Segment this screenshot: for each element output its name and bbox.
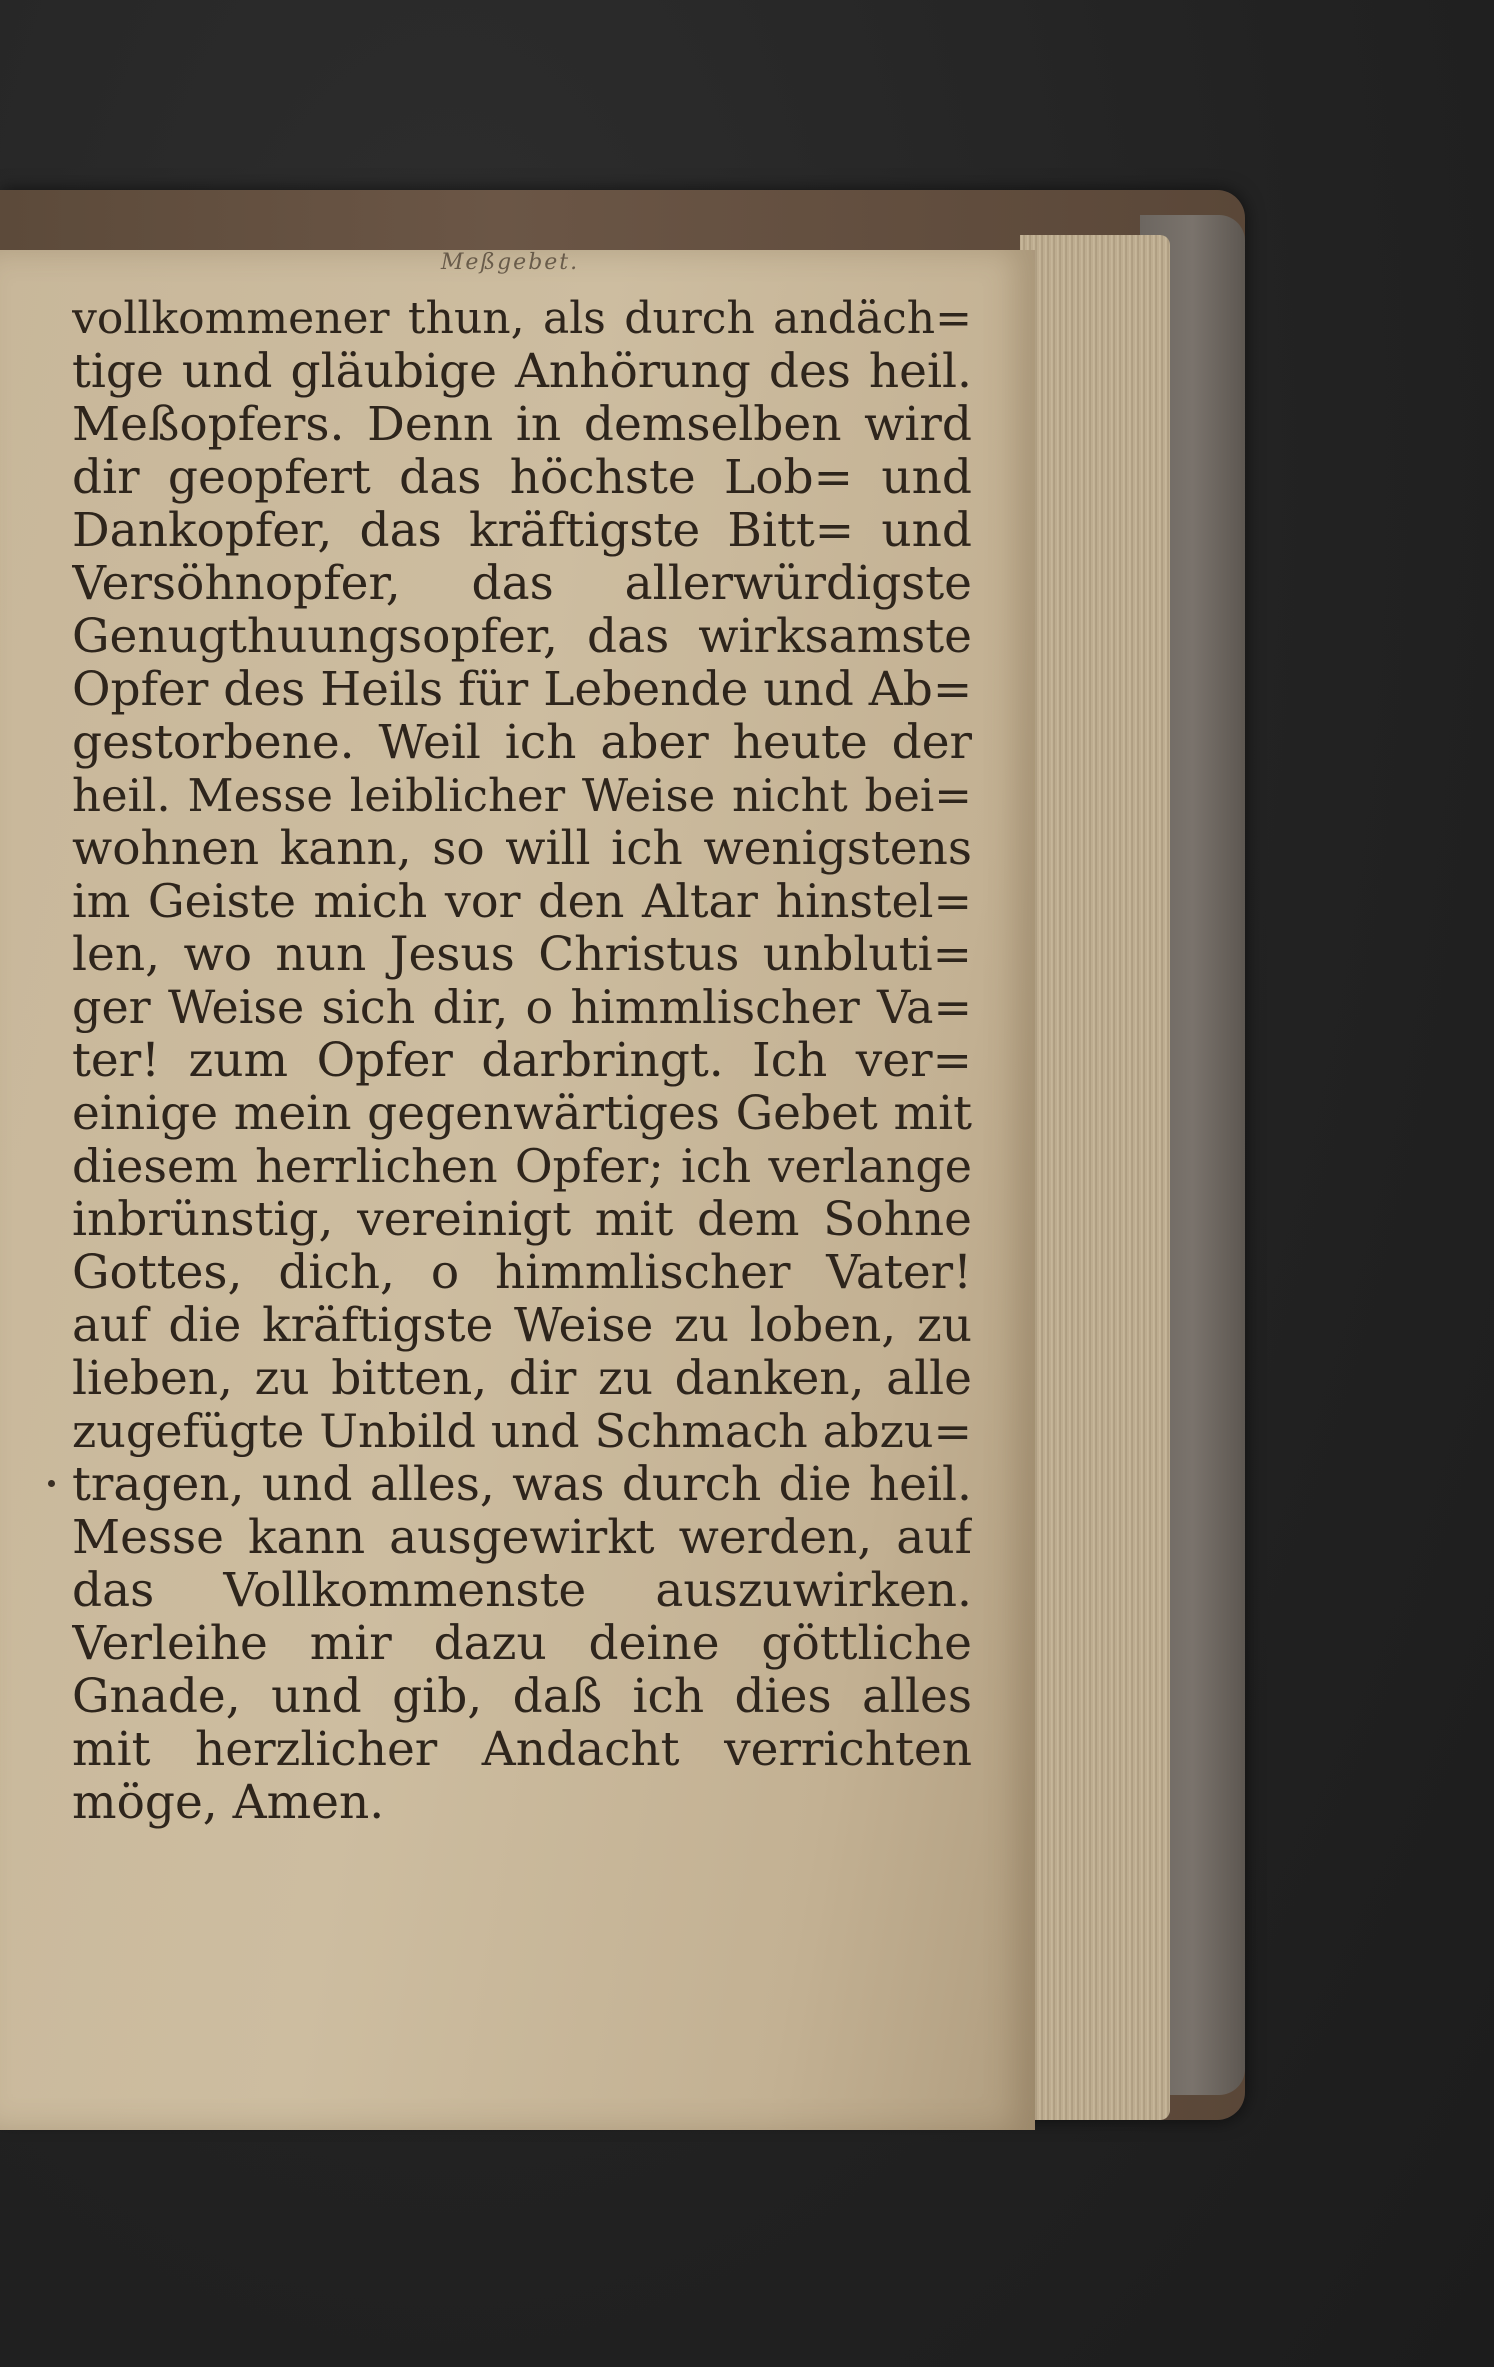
text-line: das Vollkommenste auszuwirken. (72, 1564, 972, 1617)
text-line: einige mein gegenwärtiges Gebet mit (72, 1087, 972, 1140)
text-line: wohnen kann, so will ich wenigstens (72, 822, 972, 875)
page-edges (1020, 235, 1170, 2120)
text-line: Messe kann ausgewirkt werden, auf (72, 1511, 972, 1564)
text-line: im Geiste mich vor den Altar hinstel= (72, 875, 972, 928)
text-line: diesem herrlichen Opfer; ich verlange (72, 1140, 972, 1193)
text-line: len, wo nun Jesus Christus unbluti= (72, 928, 972, 981)
margin-mark (48, 1480, 55, 1487)
text-line: möge, Amen. (72, 1776, 385, 1829)
text-line: gestorbene. Weil ich aber heute der (72, 716, 972, 769)
text-line: vollkommener thun, als durch andäch= (72, 293, 972, 344)
text-line: Gnade, und gib, daß ich dies alles (72, 1670, 972, 1723)
text-line: ger Weise sich dir, o himmlischer Va= (72, 981, 972, 1034)
text-line: lieben, zu bitten, dir zu danken, alle (72, 1352, 972, 1405)
text-line: Verleihe mir dazu deine göttliche (72, 1617, 972, 1670)
body-text (72, 292, 972, 1829)
text-line: Versöhnopfer, das allerwürdigste (72, 557, 972, 610)
text-line: mit herzlicher Andacht verrichten (72, 1723, 972, 1776)
text-line: inbrünstig, vereinigt mit dem Sohne (72, 1193, 972, 1246)
text-line: Meßopfers. Denn in demselben wird (72, 398, 972, 451)
text-line: ter! zum Opfer darbringt. Ich ver= (72, 1034, 972, 1087)
text-line: zugefügte Unbild und Schmach abzu= (72, 1405, 972, 1458)
text-line: dir geopfert das höchste Lob= und (72, 451, 972, 504)
text-line: Gottes, dich, o himmlischer Vater! (72, 1246, 972, 1299)
text-line: tige und gläubige Anhörung des heil. (72, 345, 972, 398)
text-line: Genugthuungsopfer, das wirksamste (72, 610, 972, 663)
text-line: tragen, und alles, was durch die heil. (72, 1458, 972, 1511)
text-line: Opfer des Heils für Lebende und Ab= (72, 663, 972, 716)
text-line: auf die kräftigste Weise zu loben, zu (72, 1299, 972, 1352)
text-line: heil. Messe leiblicher Weise nicht bei= (72, 769, 972, 822)
running-head: Meßgebet. (440, 250, 580, 275)
text-line: Dankopfer, das kräftigste Bitt= und (72, 504, 972, 557)
